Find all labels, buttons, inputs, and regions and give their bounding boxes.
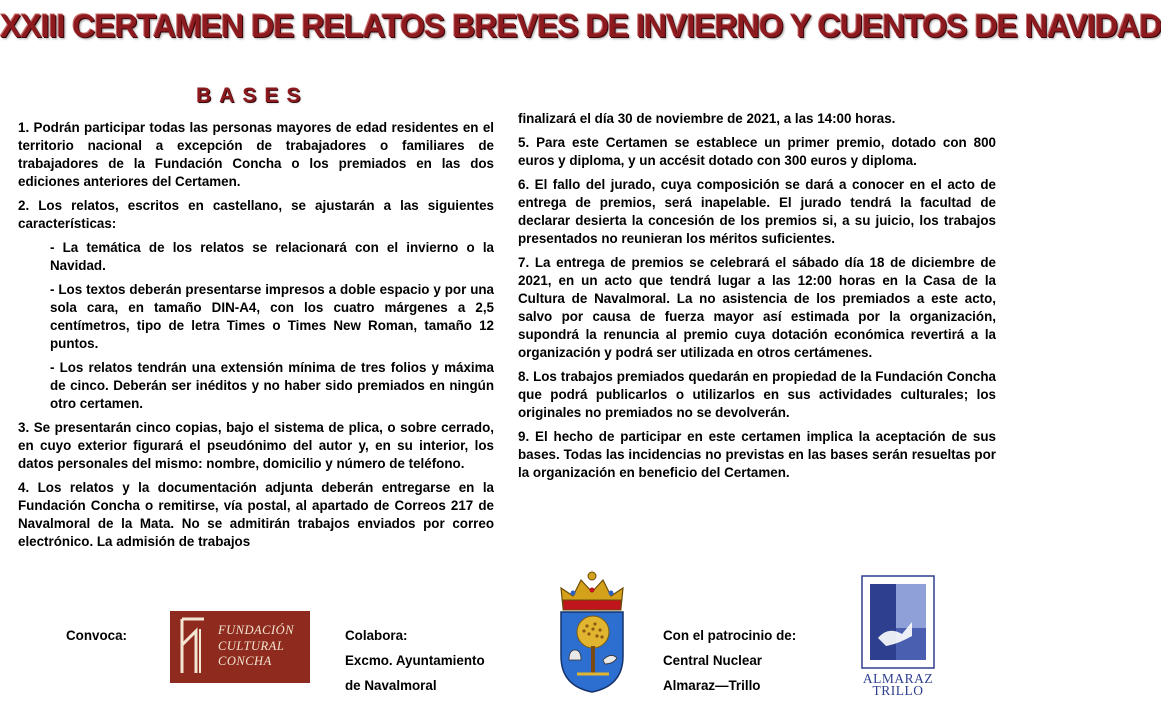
rule-2-format: - Los textos deberán presentarse impresos a doble espacio y por una sola cara, en tamaño DIN-A4, con los cuatro márgenes a 2,5 centímetros, tipo de letra Times o Times New Roman, tamaño 12 puntos.	[50, 282, 494, 351]
poster-title: XXIII CERTAMEN DE RELATOS BREVES DE INVIERNO Y CUENTOS DE NAVIDAD	[0, 8, 1161, 44]
patrocinio-label: Con el patrocinio de:	[663, 628, 797, 643]
fundacion-concha-logo	[170, 611, 310, 683]
fundacion-logo-text: FUNDACIÓN CULTURAL CONCHA	[218, 623, 295, 668]
rule-4-continued: finalizará el día 30 de noviembre de 2021, a las 14:00 horas.	[518, 111, 896, 126]
bases-heading: BASES	[196, 84, 309, 107]
rule-7: 7. La entrega de premios se celebrará el sábado día 18 de diciembre de 2021, en un acto que tendrá lugar a las 12:00 horas en la Casa de la Cultura de Navalmoral. La no asistencia de los premiados a este acto, salvo por causa de fuerza mayor así estimada por la organización, supondrá la renuncia al premio cuya dotación económica revertirá a la organización y podrá ser utilizada en otros certámenes.	[518, 255, 996, 360]
rule-2: 2. Los relatos, escritos en castellano, se ajustarán a las siguientes características:	[18, 198, 494, 231]
patrocinio-block	[663, 623, 796, 698]
rule-1: 1. Podrán participar todas las personas mayores de edad residentes en el territorio nacional a excepción de trabajadores o familiares de trabajadores de la Fundación Concha o los premiados en las dos ediciones anteriores del Certamen.	[18, 120, 494, 189]
colabora-label: Colabora:	[345, 628, 408, 643]
colabora-block	[345, 623, 485, 698]
rule-3: 3. Se presentarán cinco copias, bajo el sistema de plica, o sobre cerrado, en cuyo exterior figurará el pseudónimo del autor y, en su interior, los datos personales del mismo: nombre, domicilio y número de teléfono.	[18, 420, 494, 471]
colabora-line-2: de Navalmoral	[345, 678, 437, 693]
patrocinio-line-1: Central Nuclear	[663, 653, 762, 668]
patrocinio-line-2: Almaraz—Trillo	[663, 678, 761, 693]
convoca-label: Convoca:	[66, 628, 128, 643]
almaraz-trillo-mark-icon	[858, 574, 938, 674]
almaraz-trillo-logo	[858, 574, 938, 699]
almaraz-logo-text: ALMARAZ TRILLO	[862, 671, 934, 698]
rule-9: 9. El hecho de participar en este certamen implica la aceptación de sus bases. Todas las incidencias no previstas en las bases serán resueltas por la organización en beneficio del Certamen.	[518, 429, 996, 480]
rule-8: 8. Los trabajos premiados quedarán en propiedad de la Fundación Concha que podrá publicarlos o utilizarlos en sus actividades culturales; los originales no premiados no se devolverán.	[518, 369, 996, 420]
rule-2-theme: - La temática de los relatos se relacionará con el invierno o la Navidad.	[50, 240, 494, 273]
left-column	[18, 119, 494, 557]
colabora-line-1: Excmo. Ayuntamiento	[345, 653, 485, 668]
rule-4: 4. Los relatos y la documentación adjunta deberán entregarse en la Fundación Concha o remitirse, vía postal, al apartado de Correos 217 de Navalmoral de la Mata. No se admitirán trabajos enviados por correo electrónico. La admisión de trabajos	[18, 480, 494, 549]
right-column	[518, 110, 996, 488]
fundacion-mark-icon	[170, 611, 216, 683]
rule-6: 6. El fallo del jurado, cuya composición se dará a conocer en el acto de entrega de premios, será inapelable. El jurado tendrá la facultad de declarar desierta la concesión de los premios si, a su juicio, los trabajos presentados no reunieran los méritos suficientes.	[518, 177, 996, 246]
rule-5: 5. Para este Certamen se establece un primer premio, dotado con 800 euros y diploma, y un accésit dotado con 300 euros y diploma.	[518, 135, 996, 168]
navalmoral-coat-of-arms-icon	[553, 568, 631, 694]
rule-2-length: - Los relatos tendrán una extensión mínima de tres folios y máxima de cinco. Deberán ser inéditos y no haber sido premiados en ningún otro certamen.	[50, 360, 494, 411]
